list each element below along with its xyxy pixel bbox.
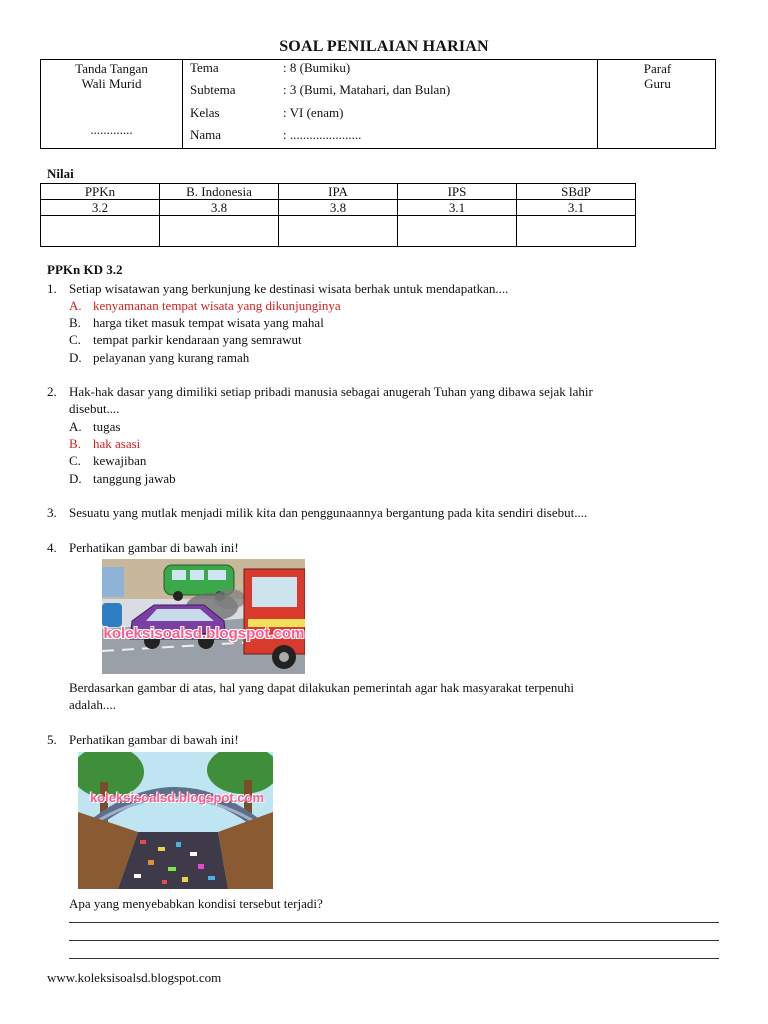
field-nama xyxy=(190,127,361,143)
field-label: Kelas xyxy=(190,105,220,120)
question-number: 4. xyxy=(47,540,57,555)
kd-code: 3.1 xyxy=(517,200,636,216)
question-text: Apa yang menyebabkan kondisi tersebut terjadi? xyxy=(69,896,323,911)
question-text: Perhatikan gambar di bawah ini! xyxy=(69,732,239,747)
teacher-initial-cell xyxy=(597,60,717,148)
watermark: koleksisoalsd.blogspot.com xyxy=(89,790,265,805)
grades-header-row xyxy=(41,184,636,200)
field-label: Nama xyxy=(190,127,222,142)
answer-line[interactable] xyxy=(69,922,719,923)
answer-line[interactable] xyxy=(69,958,719,959)
field-value: : 3 (Bumi, Matahari, dan Bulan) xyxy=(283,82,451,97)
field-tema xyxy=(190,60,350,76)
grades-score-row xyxy=(41,216,636,247)
q1-option-c[interactable]: C. tempat parkir kendaraan yang semrawut xyxy=(69,332,302,347)
score-cell[interactable] xyxy=(517,216,636,247)
question-text: Perhatikan gambar di bawah ini! xyxy=(69,540,239,555)
teacher-initial-label-2: Guru xyxy=(644,76,671,91)
field-label: Subtema xyxy=(190,82,236,97)
footer-url[interactable]: www.koleksisoalsd.blogspot.com xyxy=(47,970,222,985)
field-label: Tema xyxy=(190,60,219,75)
kd-code: 3.2 xyxy=(41,200,160,216)
traffic-jam-illustration xyxy=(102,559,305,674)
question-number: 2. xyxy=(47,384,57,399)
question-text: Sesuatu yang mutlak menjadi milik kita dan penggunaannya bergantung pada kita sendiri disebut.... xyxy=(69,505,588,520)
parent-signature-dots[interactable]: ............. xyxy=(90,122,133,137)
question-text-cont: disebut.... xyxy=(69,401,120,416)
q2-option-d[interactable]: D. tanggung jawab xyxy=(69,471,176,486)
kd-code: 3.1 xyxy=(398,200,517,216)
kd-code: 3.8 xyxy=(160,200,279,216)
q2-option-b[interactable]: B. hak asasi xyxy=(69,436,141,451)
parent-signature-cell xyxy=(41,60,183,148)
field-subtema xyxy=(190,82,450,98)
q1-option-b[interactable]: B. harga tiket masuk tempat wisata yang mahal xyxy=(69,315,324,330)
question-text: Berdasarkan gambar di atas, hal yang dapat dilakukan pemerintah agar hak masyarakat terpenuhi xyxy=(69,680,574,695)
question-number: 3. xyxy=(47,505,57,520)
section-heading: PPKn KD 3.2 xyxy=(47,262,123,277)
q2-option-c[interactable]: C. kewajiban xyxy=(69,453,147,468)
field-kelas xyxy=(190,105,343,121)
polluted-river-image xyxy=(78,752,273,889)
identity-box xyxy=(40,59,716,149)
q2-option-a[interactable]: A. tugas xyxy=(69,419,121,434)
question-text: Hak-hak dasar yang dimiliki setiap pribadi manusia sebagai anugerah Tuhan yang dibawa sejak lahir xyxy=(69,384,593,399)
watermark: koleksisoalsd.blogspot.com xyxy=(103,625,305,642)
parent-signature-label-1: Tanda Tangan xyxy=(75,61,148,76)
grades-table xyxy=(40,183,636,247)
subject-ips: IPS xyxy=(398,184,517,200)
field-value[interactable]: : ...................... xyxy=(283,127,362,142)
question-number: 5. xyxy=(47,732,57,747)
question-text: Setiap wisatawan yang berkunjung ke destinasi wisata berhak untuk mendapatkan.... xyxy=(69,281,509,296)
subject-sbdp: SBdP xyxy=(517,184,636,200)
subject-ppkn: PPKn xyxy=(41,184,160,200)
page-title: SOAL PENILAIAN HARIAN xyxy=(279,38,489,55)
q1-option-d[interactable]: D. pelayanan yang kurang ramah xyxy=(69,350,250,365)
score-cell[interactable] xyxy=(279,216,398,247)
field-value: : 8 (Bumiku) xyxy=(283,60,351,75)
field-value: : VI (enam) xyxy=(283,105,344,120)
question-text-cont: adalah.... xyxy=(69,697,116,712)
answer-line[interactable] xyxy=(69,940,719,941)
kd-code: 3.8 xyxy=(279,200,398,216)
score-cell[interactable] xyxy=(160,216,279,247)
traffic-jam-image xyxy=(102,559,305,674)
q1-option-a[interactable]: A. kenyamanan tempat wisata yang dikunjunginya xyxy=(69,298,341,313)
identity-fields xyxy=(183,60,597,148)
teacher-initial-label-1: Paraf xyxy=(643,61,672,76)
subject-bindonesia: B. Indonesia xyxy=(160,184,279,200)
grades-code-row xyxy=(41,200,636,216)
question-number: 1. xyxy=(47,281,57,296)
score-cell[interactable] xyxy=(41,216,160,247)
nilai-label: Nilai xyxy=(47,166,74,181)
polluted-river-illustration xyxy=(78,752,273,889)
score-cell[interactable] xyxy=(398,216,517,247)
subject-ipa: IPA xyxy=(279,184,398,200)
parent-signature-label-2: Wali Murid xyxy=(81,76,142,91)
